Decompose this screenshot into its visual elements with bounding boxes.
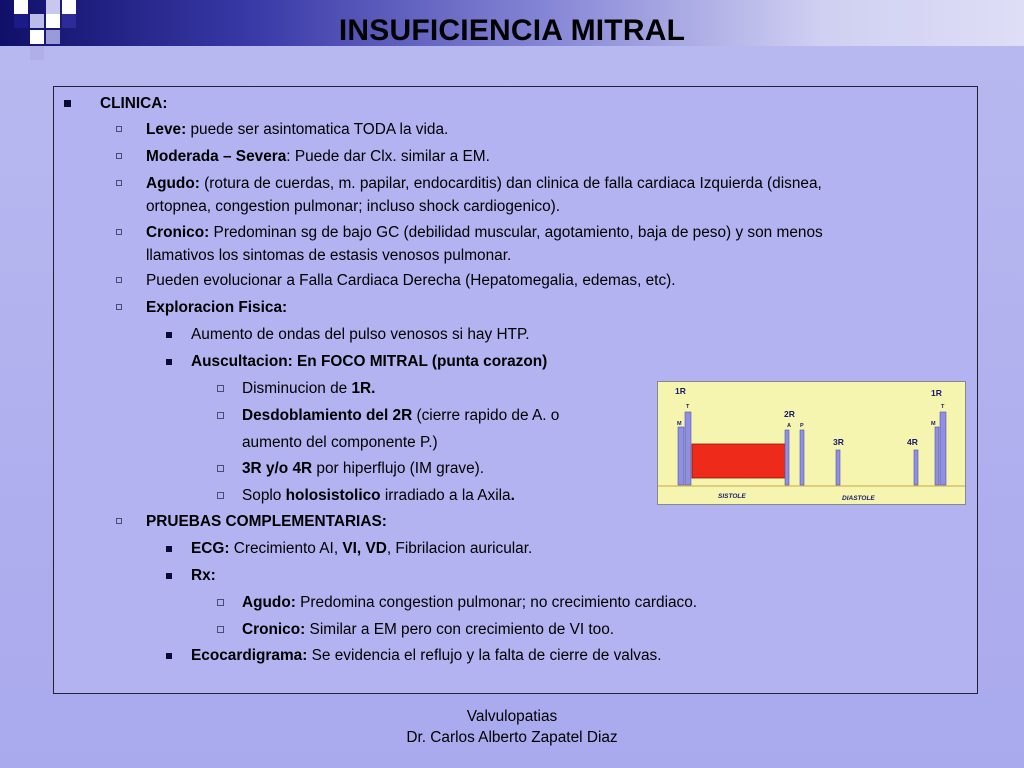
- item-disminucion: Disminucion de 1R.: [242, 380, 376, 397]
- label-m-left: M: [677, 421, 682, 427]
- label-sistole: SISTOLE: [718, 493, 746, 500]
- item-leve: Leve: puede ser asintomatica TODA la vida.: [146, 121, 449, 138]
- item-desdoblamiento: Desdoblamiento del 2R (cierre rapido de A. o: [242, 407, 560, 424]
- square-bullet-icon: [166, 573, 172, 579]
- label-2r: 2R: [784, 409, 795, 419]
- heart-sounds-svg: [658, 382, 965, 504]
- label-4r: 4R: [907, 437, 918, 447]
- item-cronico: Cronico: Predominan sg de bajo GC (debilidad muscular, agotamiento, baja de peso) y son menos: [146, 224, 823, 241]
- label-diastole: DIASTOLE: [842, 495, 875, 502]
- item-soplo: Soplo holosistolico irradiado a la Axila.: [242, 487, 515, 504]
- heart-sounds-diagram: [657, 381, 966, 505]
- label-a: A: [787, 423, 791, 429]
- bar-1r-t-right: [940, 412, 946, 485]
- item-aumento: Aumento de ondas del pulso venosos si hay HTP.: [191, 326, 530, 343]
- footer-line-1: Valvulopatias: [466, 708, 558, 725]
- label-p: P: [800, 423, 804, 429]
- hollow-bullet-icon: [116, 180, 122, 186]
- hollow-bullet-icon: [217, 465, 224, 472]
- bar-1r-m-right: [935, 427, 939, 485]
- hollow-bullet-icon: [217, 412, 224, 419]
- hollow-bullet-icon: [116, 277, 122, 283]
- bar-3r: [836, 450, 840, 485]
- bar-1r-t-left: [685, 412, 691, 485]
- item-moderada: Moderada – Severa: Puede dar Clx. similar a EM.: [146, 148, 490, 165]
- hollow-bullet-icon: [116, 153, 122, 159]
- hollow-bullet-icon: [217, 599, 224, 606]
- label-3r: 3R: [833, 437, 844, 447]
- bar-2r-a: [785, 430, 789, 485]
- label-1r-right: 1R: [931, 388, 942, 398]
- item-evolucion: Pueden evolucionar a Falla Cardiaca Derecha (Hepatomegalia, edemas, etc).: [146, 272, 676, 289]
- slide-title: INSUFICIENCIA MITRAL: [338, 14, 686, 47]
- item-agudo-cont: ortopnea, congestion pulmonar; incluso shock cardiogenico).: [146, 198, 561, 215]
- hollow-bullet-icon: [116, 518, 122, 524]
- item-desdoblamiento-cont: aumento del componente P.): [242, 434, 438, 451]
- label-t-left: T: [686, 404, 690, 410]
- square-bullet-icon: [166, 359, 172, 365]
- square-bullet-icon: [166, 653, 172, 659]
- bar-1r-m-left: [678, 427, 684, 485]
- murmur-block: [692, 444, 786, 478]
- hollow-bullet-icon: [116, 126, 122, 132]
- footer-line-2: Dr. Carlos Alberto Zapatel Diaz: [406, 729, 618, 746]
- hollow-bullet-icon: [116, 229, 122, 235]
- square-bullet-icon: [166, 332, 172, 338]
- item-ecocardiograma: Ecocardigrama: Se evidencia el reflujo y la falta de cierre de valvas.: [191, 647, 662, 664]
- label-m-right: M: [931, 421, 936, 427]
- square-bullet-icon: [64, 100, 71, 107]
- hollow-bullet-icon: [217, 626, 224, 633]
- item-ecg: ECG: Crecimiento AI, VI, VD, Fibrilacion auricular.: [191, 540, 533, 557]
- square-bullet-icon: [166, 546, 172, 552]
- bar-4r: [914, 450, 918, 485]
- bar-2r-p: [800, 430, 804, 485]
- item-cronico-cont: llamativos los sintomas de estasis venosos pulmonar.: [146, 247, 512, 264]
- item-3r-4r: 3R y/o 4R por hiperflujo (IM grave).: [242, 460, 485, 477]
- item-pruebas: PRUEBAS COMPLEMENTARIAS:: [146, 513, 387, 530]
- item-rx-agudo: Agudo: Predomina congestion pulmonar; no crecimiento cardiaco.: [242, 594, 698, 611]
- hollow-bullet-icon: [217, 492, 224, 499]
- label-1r-left: 1R: [675, 386, 686, 396]
- heading-clinica: CLINICA:: [100, 95, 168, 112]
- item-auscultacion: Auscultacion: En FOCO MITRAL (punta corazon): [191, 353, 548, 370]
- hollow-bullet-icon: [217, 385, 224, 392]
- item-rx-cronico: Cronico: Similar a EM pero con crecimiento de VI too.: [242, 621, 615, 638]
- label-t-right: T: [941, 404, 945, 410]
- item-exploracion: Exploracion Fisica:: [146, 299, 288, 316]
- item-rx: Rx:: [191, 567, 216, 584]
- item-agudo: Agudo: (rotura de cuerdas, m. papilar, endocarditis) dan clinica de falla cardiaca Izquierda (disnea,: [146, 175, 822, 192]
- hollow-bullet-icon: [116, 304, 122, 310]
